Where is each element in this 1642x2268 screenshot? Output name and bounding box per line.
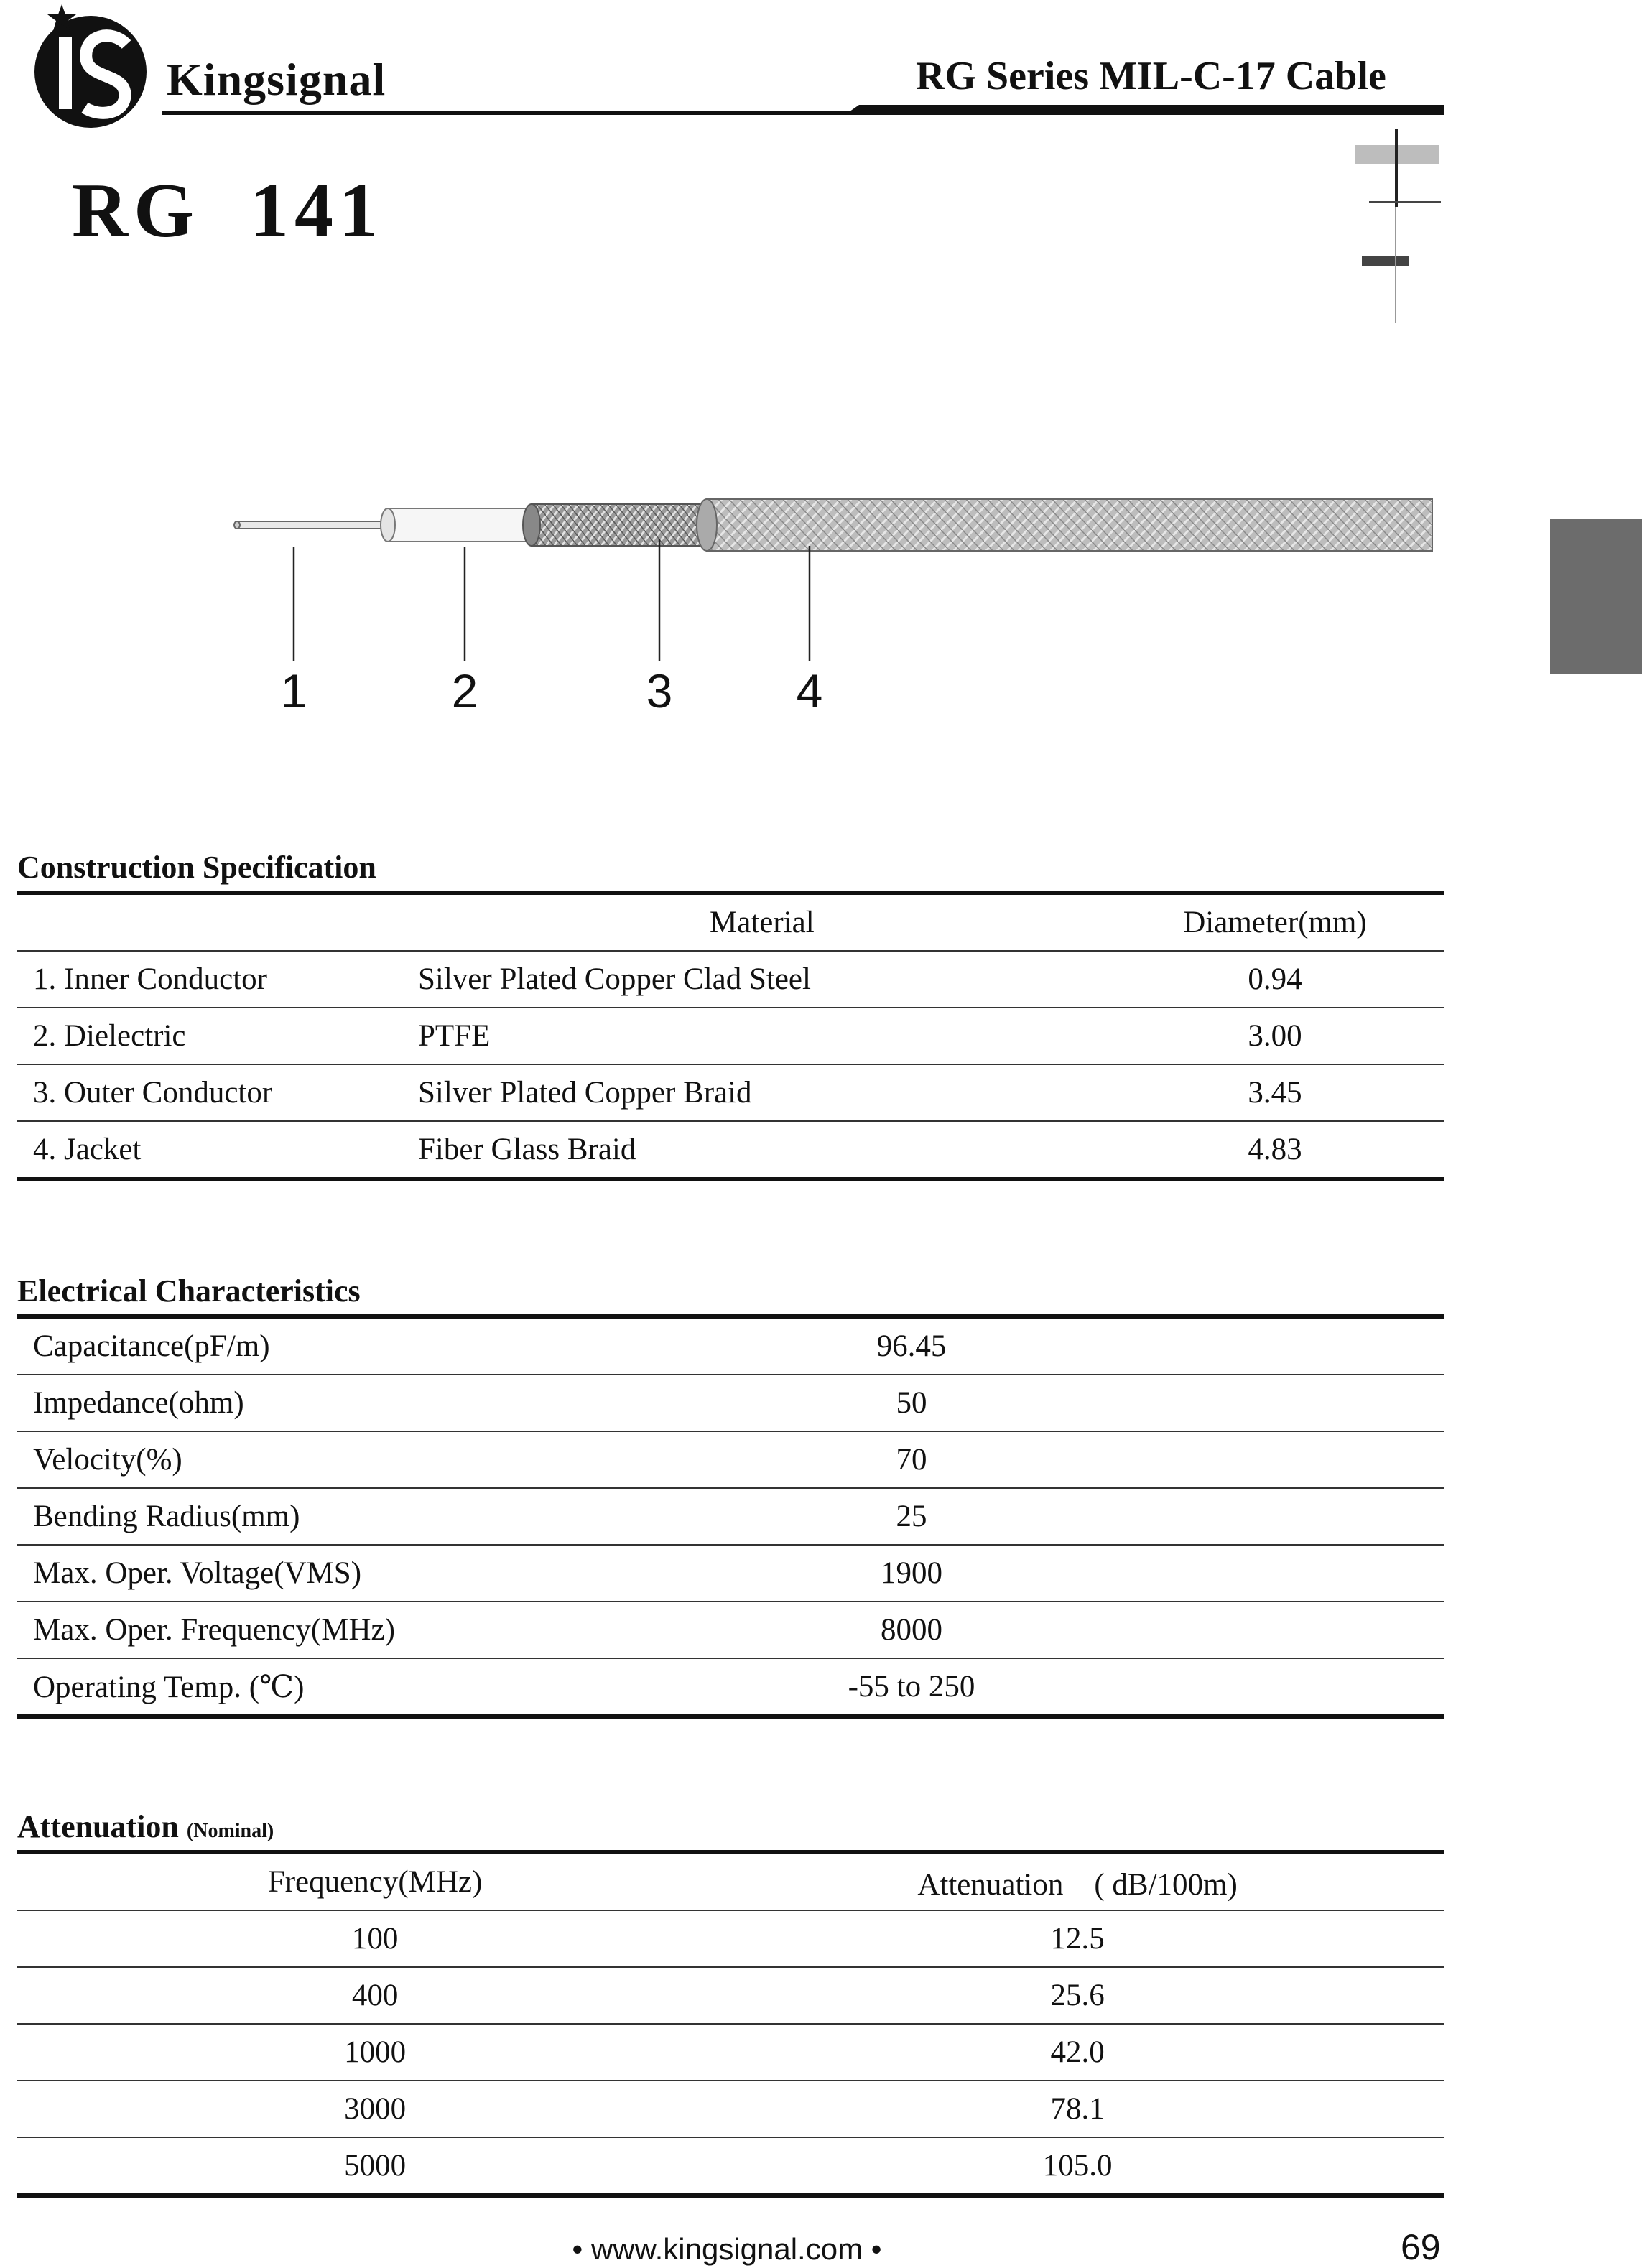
brand-name: Kingsignal [167,54,386,105]
label-cell: Capacitance(pF/m) [17,1316,736,1375]
page-number: 69 [1401,2227,1441,2267]
attenuation-cell: 25.6 [733,1967,1444,2024]
material-cell: Silver Plated Copper Clad Steel [418,951,1106,1008]
frequency-cell: 5000 [17,2137,733,2195]
section-side-tab [1550,519,1642,674]
callout-3: 3 [646,664,673,717]
callout-2: 2 [451,664,478,717]
diameter-cell: 4.83 [1106,1121,1444,1179]
material-cell: PTFE [418,1008,1106,1064]
header-cell [17,893,418,951]
table-row [17,1064,1444,1121]
table-row [17,1121,1444,1179]
diameter-cell: 0.94 [1106,951,1444,1008]
part-cell: 1. Inner Conductor [17,951,418,1008]
frequency-cell: 1000 [17,2024,733,2081]
table-row [17,1431,1444,1488]
table-row [17,951,1444,1008]
header-cell-frequency: Frequency(MHz) [17,1852,733,1910]
diameter-cell: 3.00 [1106,1008,1444,1064]
table-row [17,1658,1444,1716]
attenuation-cell: 78.1 [733,2081,1444,2137]
electrical-table [17,1314,1444,1719]
part-cell: 2. Dielectric [17,1008,418,1064]
attenuation-table [17,1850,1444,2198]
table-header-row [17,893,1444,951]
table-row [17,1910,1444,1967]
header-rule [162,105,1444,118]
diameter-cell: 3.45 [1106,1064,1444,1121]
table-row [17,1008,1444,1064]
value-cell: 1900 [736,1545,1087,1602]
label-cell: Velocity(%) [17,1431,736,1488]
callout-4: 4 [796,664,823,717]
table-row [17,1375,1444,1431]
value-cell: 8000 [736,1602,1087,1658]
header-cell-diameter: Diameter(mm) [1106,893,1444,951]
label-cell: Impedance(ohm) [17,1375,736,1431]
attenuation-cell: 12.5 [733,1910,1444,1967]
decorative-crosshair-icon [1350,129,1444,323]
cable-cross-section-figure [230,496,1451,725]
construction-title: Construction Specification [17,850,376,885]
label-cell: Bending Radius(mm) [17,1488,736,1545]
table-row [17,1488,1444,1545]
callout-1: 1 [280,664,307,717]
attenuation-cell: 42.0 [733,2024,1444,2081]
table-row [17,1316,1444,1375]
material-cell: Fiber Glass Braid [418,1121,1106,1179]
series-title: RG Series MIL-C-17 Cable [916,54,1386,98]
value-cell: 96.45 [736,1316,1087,1375]
label-cell: Max. Oper. Frequency(MHz) [17,1602,736,1658]
frequency-cell: 100 [17,1910,733,1967]
table-row [17,1545,1444,1602]
frequency-cell: 3000 [17,2081,733,2137]
frequency-cell: 400 [17,1967,733,2024]
label-cell: Operating Temp. (℃) [17,1658,736,1716]
header-cell-attenuation: Attenuation ( dB/100m) [733,1852,1444,1910]
table-row [17,1967,1444,2024]
table-row [17,2137,1444,2195]
part-cell: 3. Outer Conductor [17,1064,418,1121]
attenuation-title [17,1808,274,1845]
material-cell: Silver Plated Copper Braid [418,1064,1106,1121]
construction-table [17,891,1444,1181]
table-row [17,2081,1444,2137]
attenuation-subtitle: (Nominal) [186,1820,274,1842]
table-row [17,1602,1444,1658]
attenuation-title-text: Attenuation [17,1809,179,1844]
part-cell: 4. Jacket [17,1121,418,1179]
model-title: RG 141 [72,168,384,254]
table-row [17,2024,1444,2081]
value-cell: 50 [736,1375,1087,1431]
kingsignal-logo-icon [32,0,154,129]
value-cell: -55 to 250 [736,1658,1087,1716]
label-cell: Max. Oper. Voltage(VMS) [17,1545,736,1602]
footer-url-link[interactable]: • www.kingsignal.com • [572,2232,882,2266]
value-cell: 25 [736,1488,1087,1545]
table-header-row [17,1852,1444,1910]
electrical-title: Electrical Characteristics [17,1273,361,1309]
attenuation-cell: 105.0 [733,2137,1444,2195]
value-cell: 70 [736,1431,1087,1488]
header-cell-material: Material [418,893,1106,951]
